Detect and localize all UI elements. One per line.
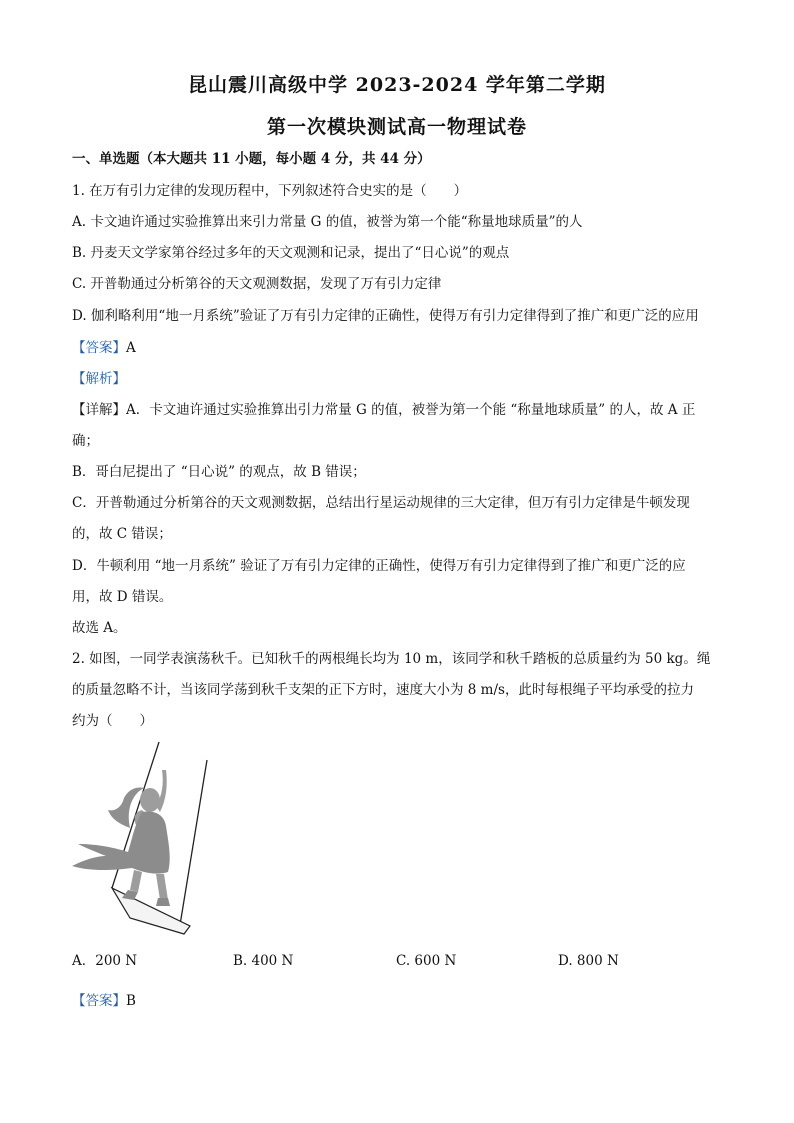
q1-conclusion: 故选 A。 (72, 620, 127, 636)
q1-option-a: A. 卡文迪许通过实验推算出来引力常量 G 的值，被誉为第一个能“称量地球质量”的人 (72, 214, 583, 230)
q2-option-c: C. 600 N (396, 953, 457, 969)
detail-tag: 【详解】 (72, 402, 126, 418)
q1-option-d: D. 伽利略利用“地一月系统”验证了万有引力定律的正确性，使得万有引力定律得到了推广和更广泛的应用 (72, 308, 699, 324)
exam-title-line2: 第一次模块测试高一物理试卷 (266, 116, 527, 138)
q1-answer (72, 339, 136, 357)
q1-detail-3a: C．开普勒通过分析第谷的天文观测数据，总结出行星运动规律的三大定律，但万有引力定律是牛顿发现 (72, 495, 690, 511)
q1-detail-1b: 确； (72, 433, 99, 449)
exam-title-line1: 昆山震川高级中学 2023-2024 学年第二学期 (188, 74, 606, 96)
q1-analysis-tag: 【解析】 (72, 371, 126, 387)
q2-option-b: B. 400 N (233, 953, 294, 969)
q1-option-b: B. 丹麦天文学家第谷经过多年的天文观测和记录，提出了“日心说”的观点 (72, 245, 510, 261)
answer-tag: 【答案】 (72, 993, 126, 1009)
q2-option-a: A．200 N (72, 953, 138, 969)
detail-text: A．卡文迪许通过实验推算出引力常量 G 的值，被誉为第一个能 “称量地球质量” 的人，故 A 正 (126, 402, 696, 418)
answer-value: A (126, 340, 136, 356)
q2-answer (72, 992, 136, 1010)
answer-tag: 【答案】 (72, 340, 126, 356)
q1-stem: 1. 在万有引力定律的发现历程中，下列叙述符合史实的是（ ） (72, 183, 468, 199)
section-heading: 一、单选题（本大题共 11 小题，每小题 4 分，共 44 分） (72, 151, 431, 167)
q1-detail-1a (72, 401, 695, 419)
q2-stem-2: 的质量忽略不计，当该同学荡到秋千支架的正下方时，速度大小为 8 m/s，此时每根绳子平均承受的拉力 (72, 682, 694, 698)
q2-stem-3: 约为（ ） (72, 713, 153, 729)
answer-value: B (126, 993, 136, 1009)
q2-stem-1: 2. 如图，一同学表演荡秋千。已知秋千的两根绳长均为 10 m，该同学和秋千踏板的总质量约为 50 kg。绳 (72, 651, 711, 667)
swing-figure (72, 740, 252, 940)
q2-option-d: D. 800 N (558, 953, 619, 969)
q1-detail-4a: D．牛顿利用 “地一月系统” 验证了万有引力定律的正确性，使得万有引力定律得到了推广和更广泛的应 (72, 558, 686, 574)
swing-illustration (72, 740, 252, 940)
q1-detail-3b: 的，故 C 错误； (72, 526, 172, 542)
q1-detail-2: B．哥白尼提出了 “日心说” 的观点，故 B 错误； (72, 464, 366, 480)
q1-detail-4b: 用，故 D 错误。 (72, 589, 173, 605)
q1-option-c: C. 开普勒通过分析第谷的天文观测数据，发现了万有引力定律 (72, 276, 442, 292)
